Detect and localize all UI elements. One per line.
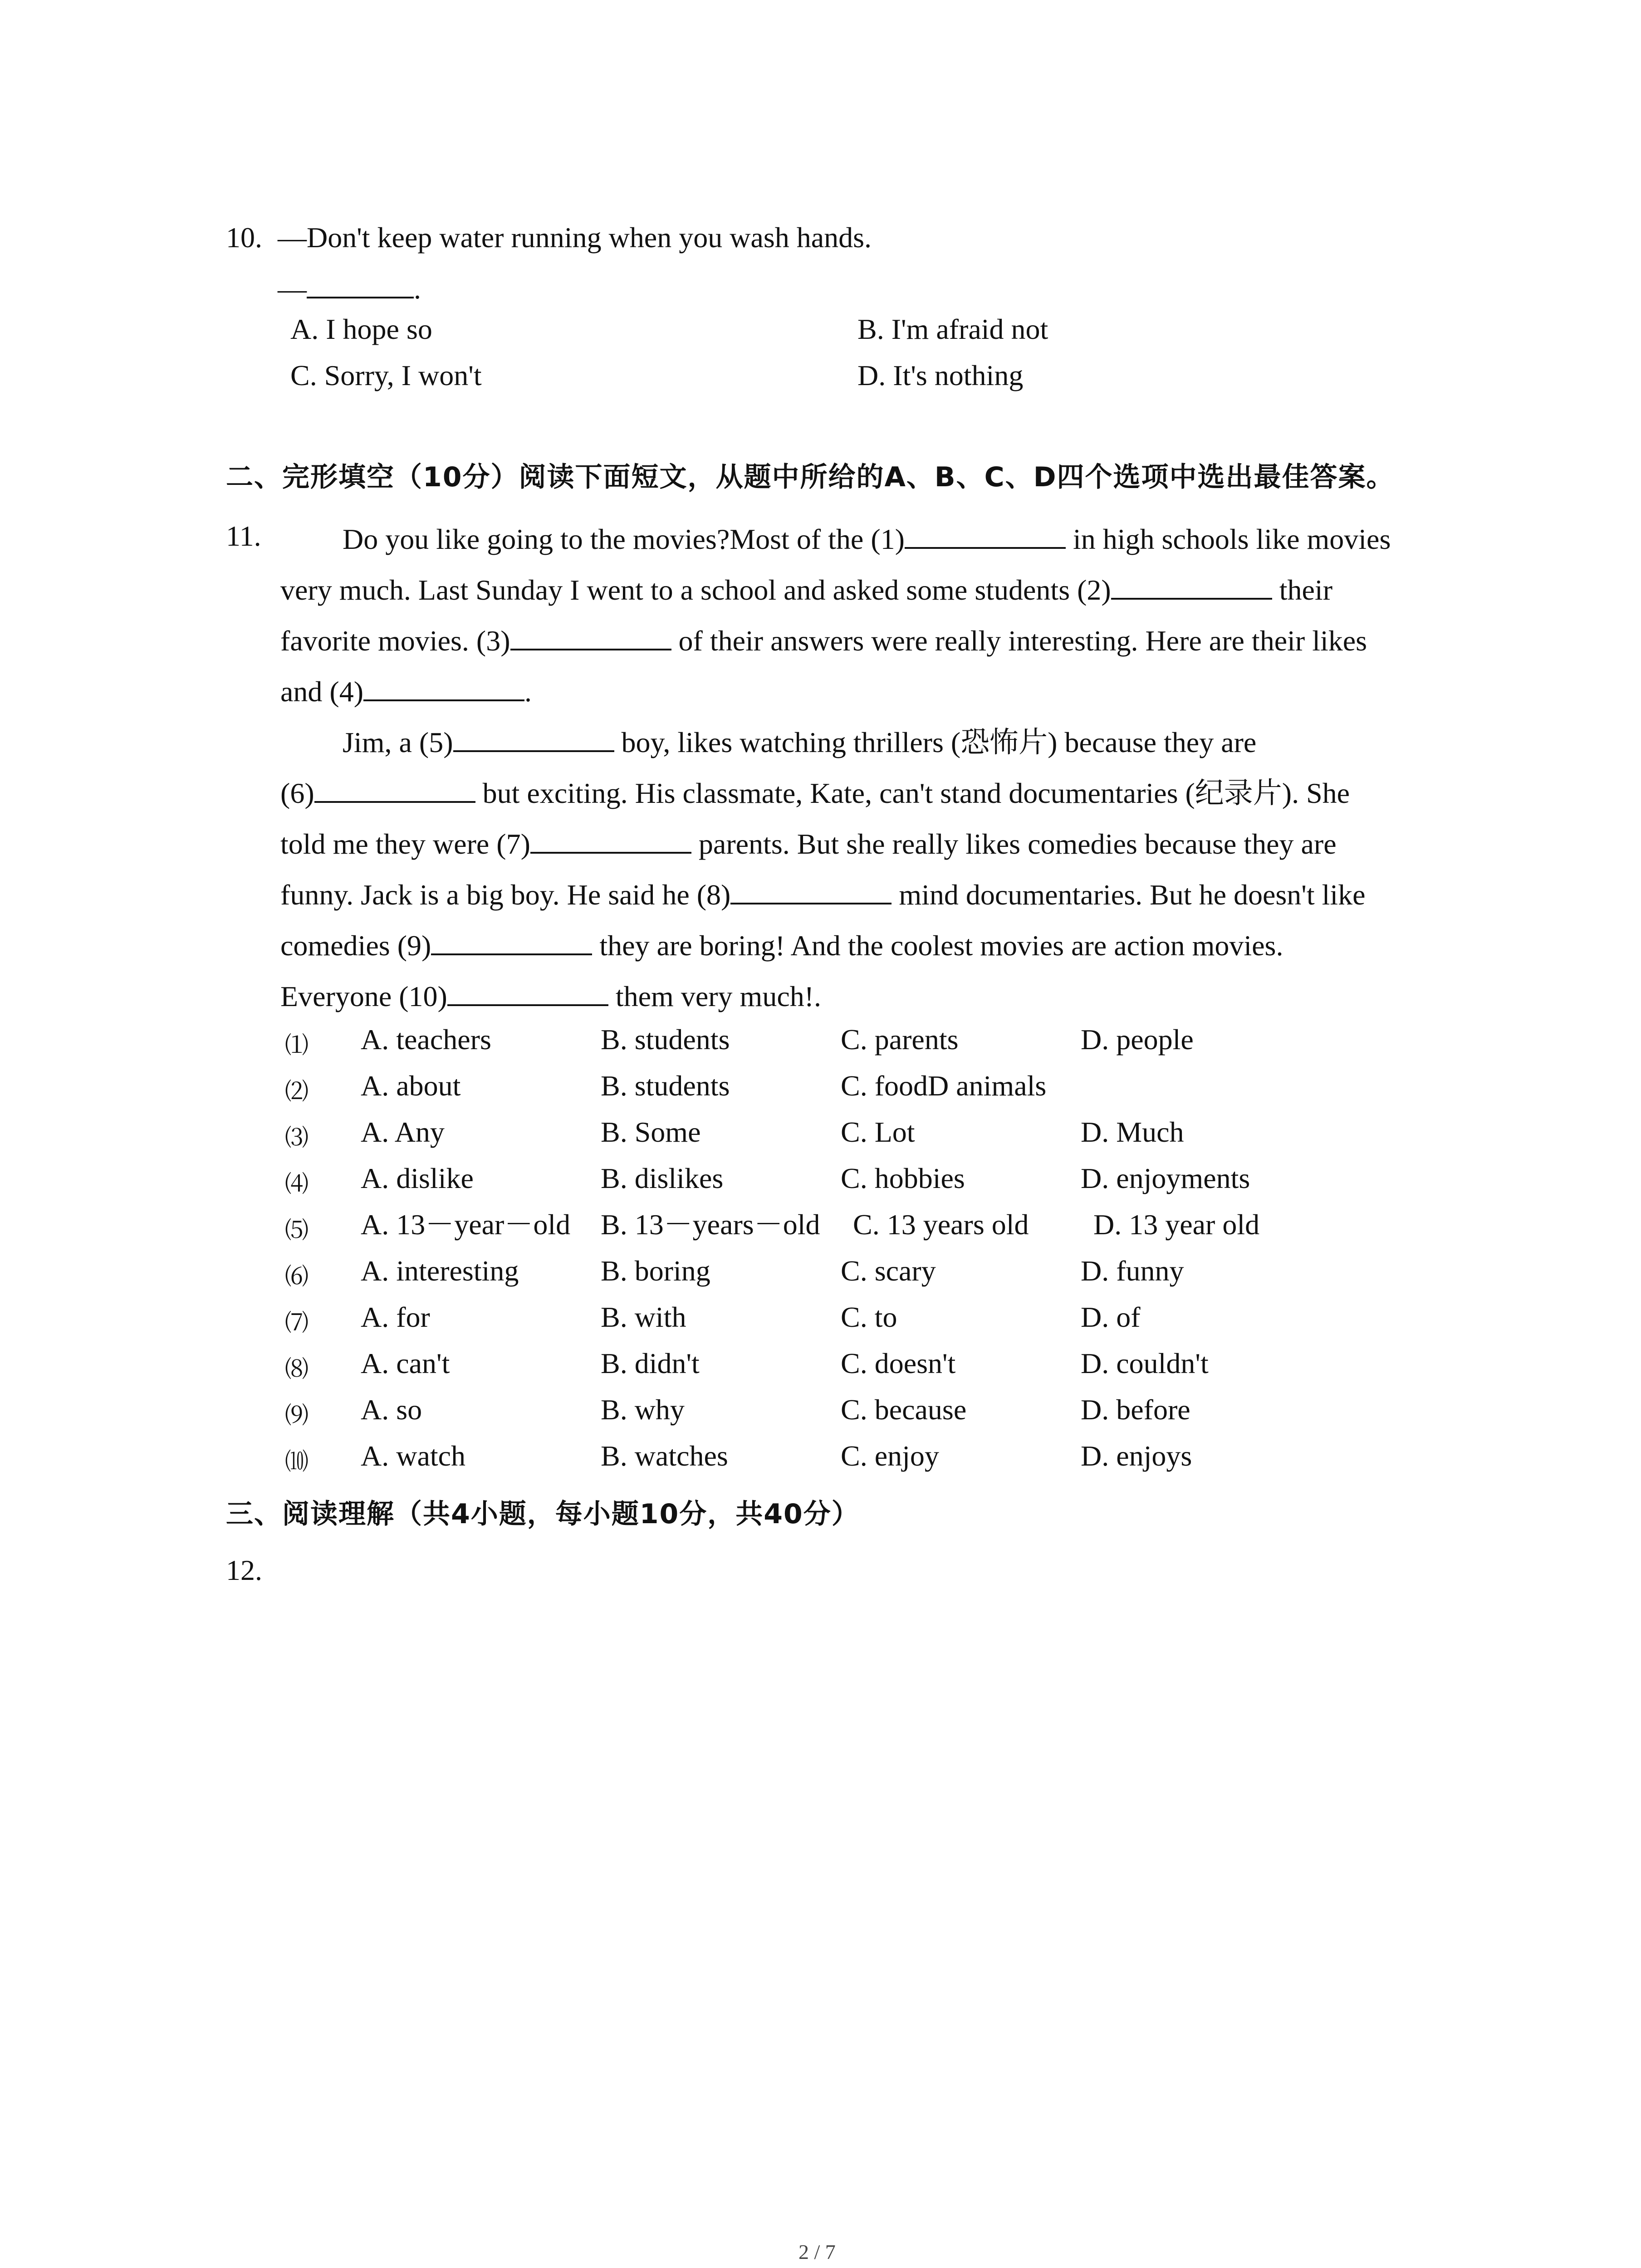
- blank-9: [431, 928, 592, 955]
- page-number: 2 / 7: [798, 2240, 836, 2263]
- section2-title: 二、完形填空（10分）阅读下面短文，从题中所给的A、B、C、D四个选项中选出最佳答案。: [226, 461, 1395, 493]
- q11-line-10-text-after: them very much!.: [608, 980, 822, 1012]
- q11-line-3-text: favorite movies. (3): [280, 625, 510, 657]
- q11-line-2-text-after: their: [1272, 574, 1332, 606]
- option-row-6-label: ⑹: [285, 1263, 309, 1290]
- q11-line-9-text-after: they are boring! And the coolest movies are action movies.: [592, 929, 1283, 962]
- option-7-a[interactable]: A. for: [361, 1301, 430, 1333]
- q11-line-2: [280, 572, 1332, 605]
- q11-line-7-text-after: parents. But she really likes comedies because they are: [691, 828, 1337, 860]
- q12-number: 12.: [226, 1554, 262, 1586]
- option-7-b[interactable]: B. with: [601, 1301, 686, 1333]
- option-9-c[interactable]: C. because: [841, 1393, 967, 1426]
- option-4-d[interactable]: D. enjoyments: [1081, 1162, 1250, 1194]
- option-row-8-label: ⑻: [285, 1356, 309, 1383]
- q11-line-8: [280, 877, 1366, 909]
- q10-option-b[interactable]: B. I'm afraid not: [857, 313, 1048, 345]
- q11-line-3: [280, 623, 1367, 655]
- option-4-a[interactable]: A. dislike: [361, 1162, 474, 1194]
- option-row-2-label: ⑵: [285, 1078, 309, 1105]
- option-4-c[interactable]: C. hobbies: [841, 1162, 965, 1194]
- q11-line-8-text: funny. Jack is a big boy. He said he (8): [280, 879, 731, 911]
- blank-5: [453, 725, 614, 752]
- q11-number: 11.: [226, 520, 261, 552]
- q11-line-5: [343, 725, 1256, 757]
- option-2-a[interactable]: A. about: [361, 1070, 461, 1102]
- option-1-a[interactable]: A. teachers: [361, 1023, 491, 1056]
- option-3-c[interactable]: C. Lot: [841, 1116, 915, 1148]
- blank-8: [730, 877, 892, 904]
- q11-line-1-text: Do you like going to the movies?Most of the (1): [343, 523, 905, 555]
- q10-option-c[interactable]: C. Sorry, I won't: [290, 359, 482, 391]
- blank-3: [510, 623, 671, 650]
- option-5-c[interactable]: C. 13 years old: [853, 1208, 1029, 1241]
- option-10-b[interactable]: B. watches: [601, 1440, 728, 1472]
- q11-line-10-text: Everyone (10): [280, 980, 447, 1012]
- option-3-b[interactable]: B. Some: [601, 1116, 701, 1148]
- option-10-d[interactable]: D. enjoys: [1081, 1440, 1192, 1472]
- q11-line-10: [280, 979, 821, 1011]
- option-9-b[interactable]: B. why: [601, 1393, 685, 1426]
- option-7-c[interactable]: C. to: [841, 1301, 897, 1333]
- option-3-d[interactable]: D. Much: [1081, 1116, 1184, 1148]
- option-5-a[interactable]: A. 13－year－old: [361, 1208, 571, 1241]
- q10-number: 10.: [226, 221, 262, 254]
- option-row-1-label: ⑴: [285, 1032, 309, 1059]
- blank-4: [363, 674, 524, 701]
- option-2-b[interactable]: B. students: [601, 1070, 730, 1102]
- section3-title: 三、阅读理解（共4小题，每小题10分，共40分）: [226, 1498, 860, 1530]
- option-6-c[interactable]: C. scary: [841, 1255, 936, 1287]
- option-row-9-label: ⑼: [285, 1402, 309, 1429]
- option-8-b[interactable]: B. didn't: [601, 1347, 700, 1379]
- option-5-b[interactable]: B. 13－years－old: [601, 1208, 820, 1241]
- q11-line-6-text-after: but exciting. His classmate, Kate, can't stand documentaries (纪录片). She: [475, 777, 1350, 809]
- option-5-d[interactable]: D. 13 year old: [1093, 1208, 1260, 1241]
- q11-line-9: [280, 928, 1283, 960]
- option-row-7-label: ⑺: [285, 1310, 309, 1337]
- q11-line-8-text-after: mind documentaries. But he doesn't like: [892, 879, 1366, 911]
- option-1-d[interactable]: D. people: [1081, 1023, 1194, 1056]
- option-6-a[interactable]: A. interesting: [361, 1255, 519, 1287]
- option-8-c[interactable]: C. doesn't: [841, 1347, 956, 1379]
- option-8-a[interactable]: A. can't: [361, 1347, 450, 1379]
- option-4-b[interactable]: B. dislikes: [601, 1162, 724, 1194]
- q11-line-3-text-after: of their answers were really interesting. Here are their likes: [671, 625, 1367, 657]
- q10-option-d[interactable]: D. It's nothing: [857, 359, 1024, 391]
- option-1-c[interactable]: C. parents: [841, 1023, 959, 1056]
- q11-line-6-text: (6): [280, 777, 314, 809]
- q11-line-1: [343, 522, 1391, 554]
- q10-prompt: —Don't keep water running when you wash hands.: [278, 221, 872, 254]
- blank-2: [1111, 572, 1272, 600]
- q10-response-dash: —: [278, 273, 307, 305]
- q10-option-a[interactable]: A. I hope so: [290, 313, 432, 345]
- option-6-d[interactable]: D. funny: [1081, 1255, 1184, 1287]
- option-row-5-label: ⑸: [285, 1217, 309, 1244]
- option-2-c[interactable]: C. foodD animals: [841, 1070, 1047, 1102]
- option-9-a[interactable]: A. so: [361, 1393, 422, 1426]
- blank-7: [530, 826, 691, 854]
- option-10-c[interactable]: C. enjoy: [841, 1440, 939, 1472]
- q11-line-4-text: and (4): [280, 675, 364, 708]
- blank-6: [314, 776, 475, 803]
- blank-1: [905, 522, 1066, 549]
- q11-line-4: [280, 674, 532, 706]
- q11-line-1-text-after: in high schools like movies: [1065, 523, 1391, 555]
- option-1-b[interactable]: B. students: [601, 1023, 730, 1056]
- option-9-d[interactable]: D. before: [1081, 1393, 1190, 1426]
- q11-line-6: [280, 776, 1350, 808]
- q11-line-5-text-after: boy, likes watching thrillers (恐怖片) because they are: [614, 726, 1257, 758]
- q11-line-7-text: told me they were (7): [280, 828, 530, 860]
- option-row-10-label: ⑽: [285, 1448, 309, 1476]
- q11-line-7: [280, 826, 1337, 859]
- option-7-d[interactable]: D. of: [1081, 1301, 1141, 1333]
- q11-line-4-text-after: .: [524, 675, 532, 708]
- q11-line-2-text: very much. Last Sunday I went to a school and asked some students (2): [280, 574, 1111, 606]
- blank-10: [447, 979, 608, 1006]
- option-6-b[interactable]: B. boring: [601, 1255, 710, 1287]
- q11-line-9-text: comedies (9): [280, 929, 431, 962]
- option-row-4-label: ⑷: [285, 1171, 309, 1198]
- q10-response-line: — .: [278, 271, 421, 303]
- option-3-a[interactable]: A. Any: [361, 1116, 445, 1148]
- option-10-a[interactable]: A. watch: [361, 1440, 466, 1472]
- option-row-3-label: ⑶: [285, 1124, 309, 1152]
- option-8-d[interactable]: D. couldn't: [1081, 1347, 1209, 1379]
- q10-answer-blank: [307, 271, 414, 298]
- q11-line-5-text: Jim, a (5): [343, 726, 453, 758]
